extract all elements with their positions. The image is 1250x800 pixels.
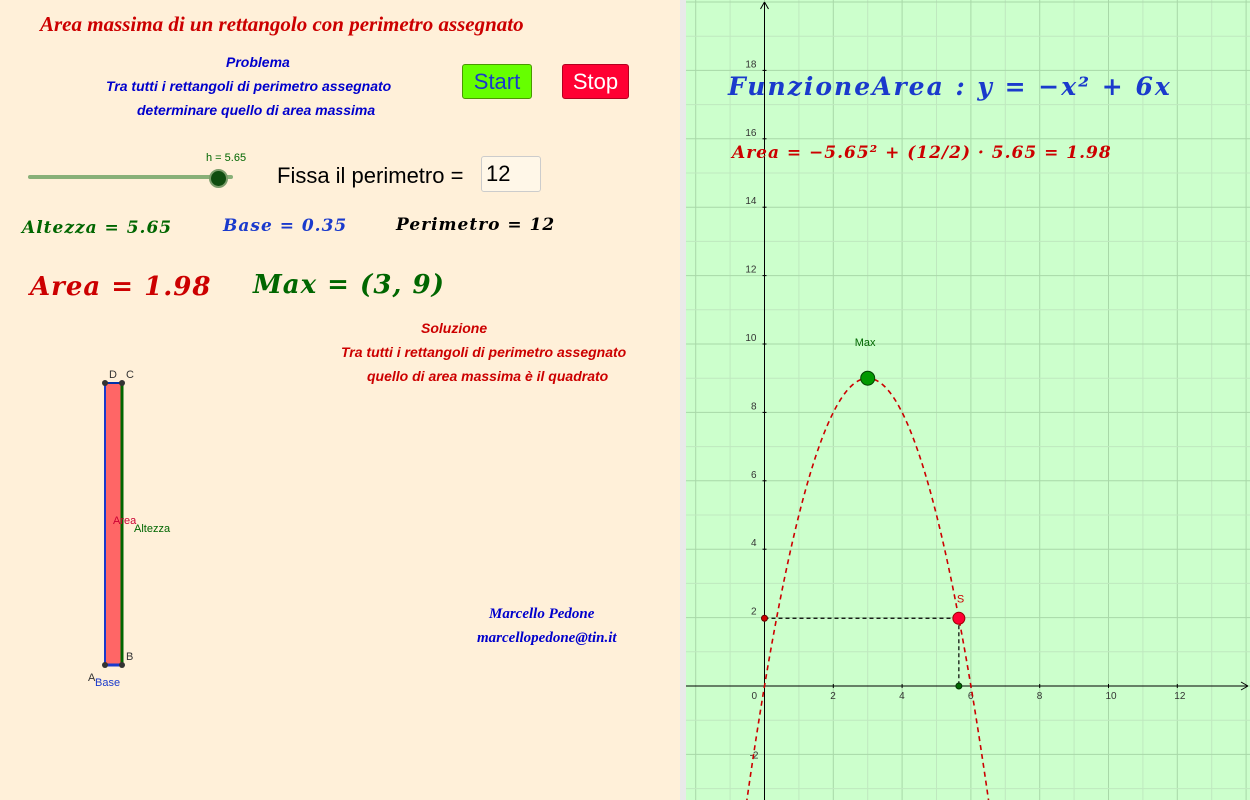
y-tick-label: 10 xyxy=(745,333,757,344)
perimetro-value: Perimetro = 12 xyxy=(396,215,556,235)
solution-line-2: quello di area massima è il quadrato xyxy=(367,368,609,384)
stop-button[interactable]: Stop xyxy=(562,64,629,99)
x-tick-label: 4 xyxy=(899,691,905,702)
label-a: A xyxy=(88,672,96,684)
problem-line-1: Tra tutti i rettangoli di perimetro assegnato xyxy=(106,78,392,94)
y-tick-label: 18 xyxy=(745,59,757,71)
y-tick-label: 8 xyxy=(750,401,757,413)
point-max[interactable] xyxy=(861,371,875,385)
point-a[interactable] xyxy=(102,662,108,668)
y-tick-label: 6 xyxy=(750,469,757,481)
graph-canvas[interactable] xyxy=(686,0,1250,800)
s-point-label: S xyxy=(956,593,965,606)
label-altezza: Altezza xyxy=(134,523,171,535)
y-tick-label: 4 xyxy=(750,538,757,550)
x-tick-label: 12 xyxy=(1174,691,1186,702)
x-tick-label: 10 xyxy=(1105,691,1117,702)
y-tick-label: -2 xyxy=(749,750,759,762)
axes xyxy=(686,2,1248,800)
max-value: Max = (3, 9) xyxy=(253,270,445,300)
x-tick-label: 0 xyxy=(751,691,758,702)
solution-heading: Soluzione xyxy=(421,320,488,336)
label-area: Area xyxy=(113,515,137,527)
height-on-x-axis-point[interactable] xyxy=(956,683,962,689)
label-b: B xyxy=(126,651,134,663)
y-tick-label: 12 xyxy=(745,264,757,276)
problem-heading: Problema xyxy=(226,54,290,70)
label-c: C xyxy=(126,369,134,381)
x-tick-label: 6 xyxy=(967,691,974,702)
author-name: Marcello Pedone xyxy=(489,606,595,622)
point-b[interactable] xyxy=(119,662,125,668)
point-s[interactable] xyxy=(953,612,965,624)
author-email: marcellopedone@tin.it xyxy=(477,630,617,646)
y-tick-label: 2 xyxy=(750,606,757,618)
perimeter-label: Fissa il perimetro = xyxy=(277,163,464,188)
start-button[interactable]: Start xyxy=(462,64,532,99)
altezza-value: Altezza = 5.65 xyxy=(22,218,173,238)
graphics-view[interactable] xyxy=(686,0,1250,800)
label-base: Base xyxy=(95,677,121,689)
page-title: Area massima di un rettangolo con perimetro assegnato xyxy=(40,12,524,36)
x-tick-label: 8 xyxy=(1036,691,1043,702)
problem-line-2: determinare quello di area massima xyxy=(137,102,376,118)
area-value: Area = 1.98 xyxy=(30,272,212,302)
area-function-curve[interactable] xyxy=(744,378,995,800)
point-d[interactable] xyxy=(102,380,108,386)
label-d: D xyxy=(109,369,117,381)
grid xyxy=(686,0,1250,800)
area-formula-label: Area = −5.65² + (12/2) · 5.65 = 1.98 xyxy=(732,143,1112,163)
function-area-label: FunzioneArea : y = −x² + 6x xyxy=(728,72,1172,101)
slider-value-label: h = 5.65 xyxy=(206,152,247,164)
point-c[interactable] xyxy=(119,380,125,386)
max-point-label: Max xyxy=(854,337,876,350)
tick-labels xyxy=(745,59,1185,761)
solution-line-1: Tra tutti i rettangoli di perimetro assegnato xyxy=(341,344,627,360)
area-on-y-axis-point[interactable] xyxy=(762,615,768,621)
y-tick-label: 16 xyxy=(745,127,757,139)
y-tick-label: 14 xyxy=(745,196,757,208)
x-tick-label: 2 xyxy=(830,691,836,702)
base-value: Base = 0.35 xyxy=(223,216,348,236)
